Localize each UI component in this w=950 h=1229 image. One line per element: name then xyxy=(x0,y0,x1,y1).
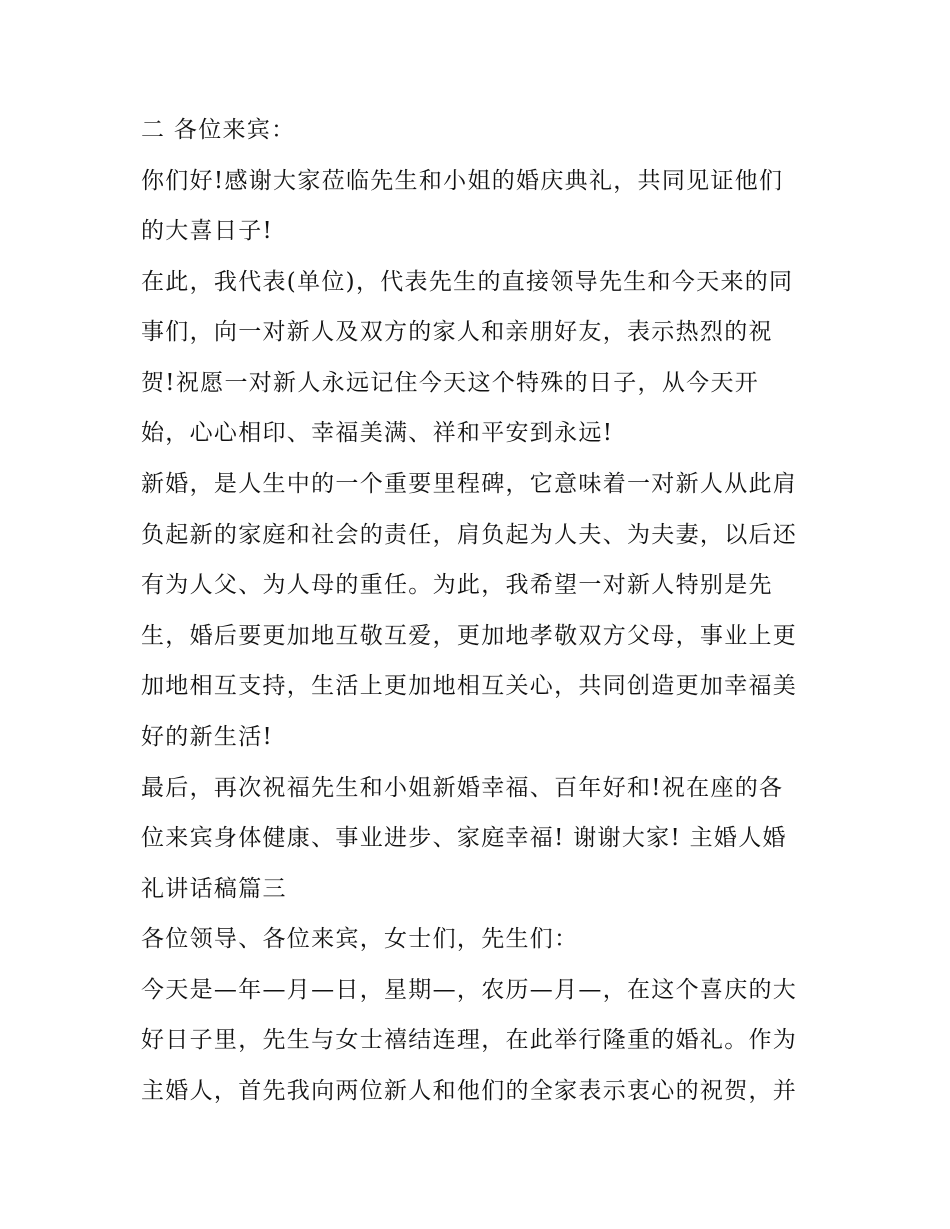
text-line: 各位领导、各位来宾，女士们，先生们： xyxy=(141,926,579,952)
text-line: 始，心心相印、幸福美满、祥和平安到永远! xyxy=(141,420,614,446)
text-line: 事们，向一对新人及双方的家人和亲朋好友，表示热烈的祝 xyxy=(141,319,773,345)
text-line: 负起新的家庭和社会的责任，肩负起为人夫、为夫妻，以后还 xyxy=(141,522,798,548)
text-line: 最后，再次祝福先生和小姐新婚幸福、百年好和!祝在座的各 xyxy=(141,775,784,801)
text-line: 新婚，是人生中的一个重要里程碑，它意味着一对新人从此肩 xyxy=(141,471,798,497)
text-line: 加地相互支持，生活上更加地相互关心，共同创造更加幸福美 xyxy=(141,673,798,699)
text-line: 在此，我代表(单位)，代表先生的直接领导先生和今天来的同 xyxy=(141,269,794,295)
text-line: 礼讲话稿篇三 xyxy=(141,876,287,902)
text-line: 贺!祝愿一对新人永远记住今天这个特殊的日子，从今天开 xyxy=(141,370,760,396)
text-line: 今天是—年—月—日，星期—，农历—月—，在这个喜庆的大 xyxy=(141,977,798,1003)
text-line: 主婚人，首先我向两位新人和他们的全家表示衷心的祝贺，并 xyxy=(141,1078,798,1104)
text-line: 位来宾身体健康、事业进步、家庭幸福! 谢谢大家! 主婚人婚 xyxy=(141,825,787,851)
text-line: 好日子里，先生与女士禧结连理，在此举行隆重的婚礼。作为 xyxy=(141,1027,798,1053)
text-line: 有为人父、为人母的重任。为此，我希望一对新人特别是先 xyxy=(141,572,773,598)
text-line: 的大喜日子! xyxy=(141,218,274,244)
text-line: 你们好!感谢大家莅临先生和小姐的婚庆典礼，共同见证他们 xyxy=(141,168,784,194)
text-line: 二 各位来宾： xyxy=(141,117,296,143)
text-line: 生，婚后要更加地互敬互爱，更加地孝敬双方父母，事业上更 xyxy=(141,623,798,649)
text-line: 好的新生活! xyxy=(141,724,274,750)
